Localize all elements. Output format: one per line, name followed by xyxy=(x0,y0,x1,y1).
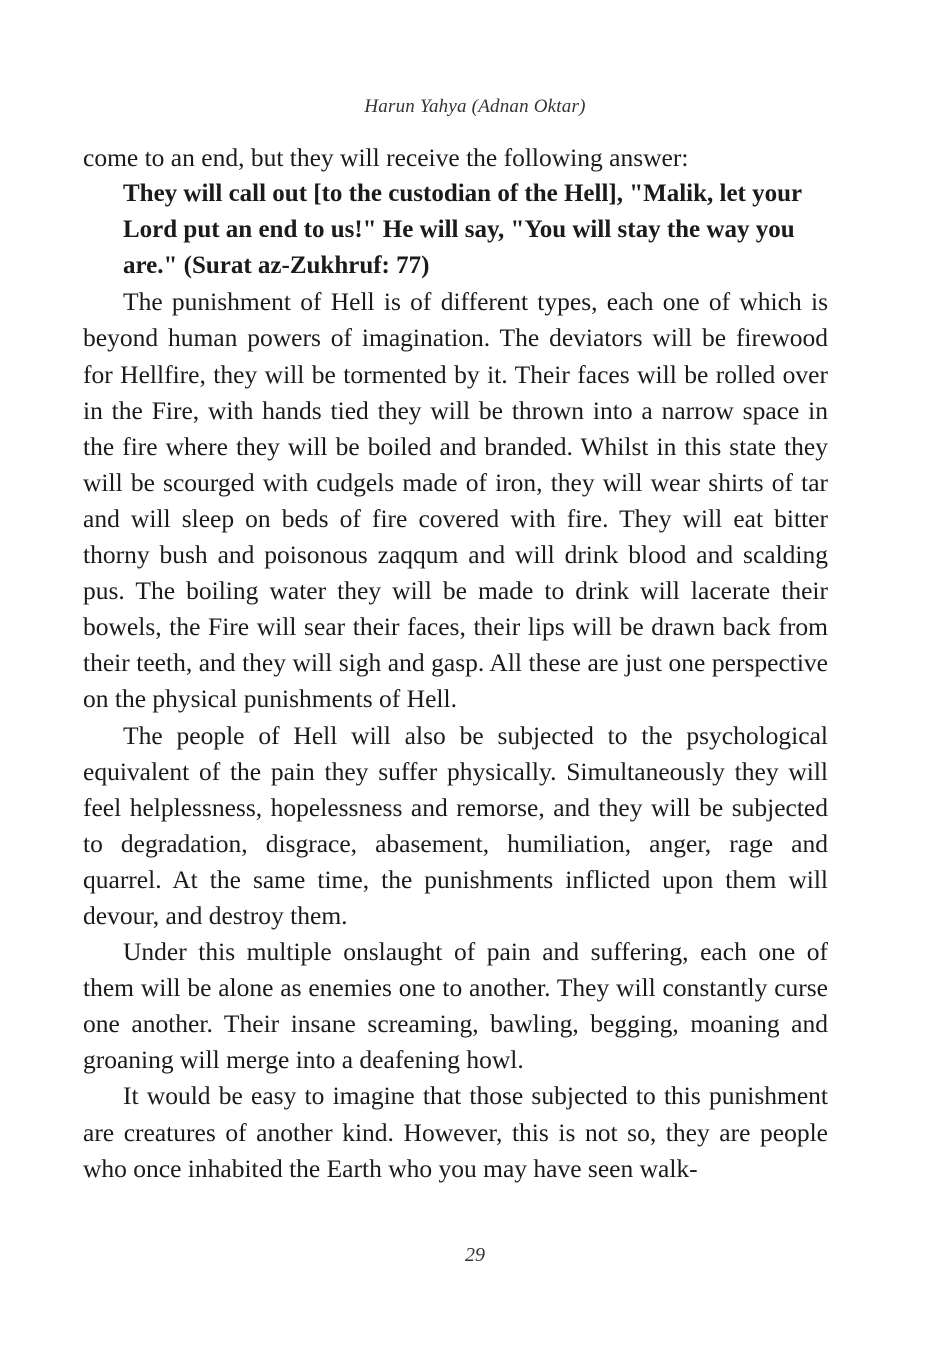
paragraph-psychological: The people of Hell will also be subjected to the psychological equivalent of the pain they suffer physically. Simultaneously they will feel helplessness, hopelessness and remorse, and they will be subjected to degradation, disgrace, abasement, humiliation, anger, rage and quarrel. At the same time, the punishments inflicted upon them will devour, and destroy them. xyxy=(83,720,828,930)
paragraph-punishment-types: The punishment of Hell is of different types, each one of which is beyond human powers of imagination. The deviators will be firewood for Hellfire, they will be tormented by it. Their faces will be rolled over in the Fire, with hands tied they will be thrown into a narrow space in the fire where they will be boiled and branded. Whilst in this state they will be scourged with cudgels made of iron, they will wear shirts of tar and will sleep on beds of fire covered with fire. They will eat bitter thorny bush and poisonous zaqqum and will drink blood and scalding pus. The boiling water they will be made to drink will lacerate their bowels, the Fire will sear their faces, their lips will be drawn back from their teeth, and they will sigh and gasp. All these are just one perspective on the physical punishments of Hell. xyxy=(83,287,828,714)
paragraph-creatures: It would be easy to imagine that those subjected to this punishment are creatures of another kind. However, this is not so, they are people who once inhabited the Earth who you may have seen walk- xyxy=(83,1081,828,1183)
page-number: 29 xyxy=(465,1244,485,1266)
intro-line: come to an end, but they will receive the following answer: xyxy=(83,143,689,172)
quran-quote: They will call out [to the custodian of the Hell], "Malik, let your Lord put an end to us!" He will say, "You will stay the way you are." (Surat az-Zukhruf: 77) xyxy=(123,180,802,280)
body-text xyxy=(83,140,828,1187)
running-header: Harun Yahya (Adnan Oktar) xyxy=(364,96,586,117)
paragraph-onslaught: Under this multiple onslaught of pain and suffering, each one of them will be alone as enemies one to another. They will constantly curse one another. Their insane screaming, bawling, begging, moaning and groaning will merge into a deafening howl. xyxy=(83,937,828,1075)
